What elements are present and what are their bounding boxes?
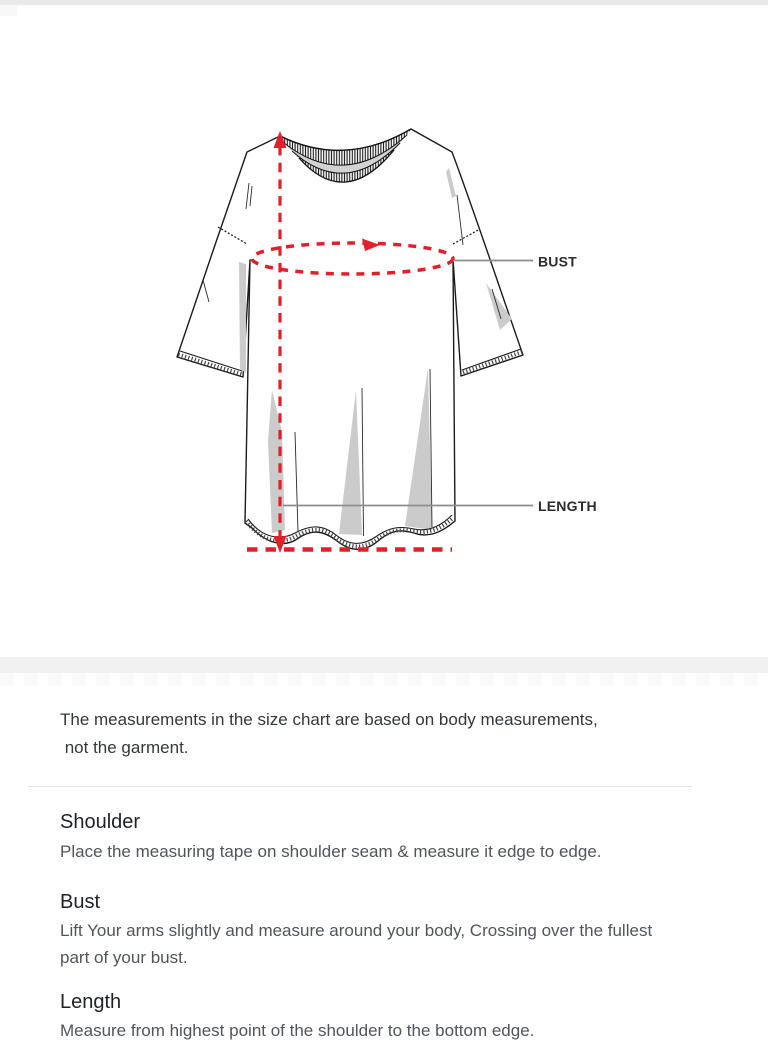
length-heading: Length — [60, 991, 122, 1013]
intro-line-2: not the garment. — [60, 738, 189, 757]
intro-line-1: The measurements in the size chart are based on body measurements, — [60, 710, 598, 729]
bust-description-line-1: Lift Your arms slightly and measure around your body, Crossing over the fullest — [60, 921, 653, 940]
divider-line — [28, 786, 692, 787]
shoulder-description — [60, 838, 710, 865]
shoulder-description-line: Place the measuring tape on shoulder seam & measure it edge to edge. — [60, 842, 602, 861]
section-divider-band — [0, 657, 768, 673]
bust-heading: Bust — [60, 891, 101, 913]
bust-description-line-2: part of your bust. — [60, 948, 188, 967]
shoulder-heading: Shoulder — [60, 811, 141, 833]
bust-description — [60, 917, 710, 971]
length-label: LENGTH — [538, 498, 597, 514]
bust-label: BUST — [538, 253, 577, 270]
length-description-line: Measure from highest point of the shoulder to the bottom edge. — [60, 1021, 535, 1040]
length-description — [60, 1017, 710, 1044]
section-divider-band-shadow — [0, 673, 768, 686]
intro-note — [60, 706, 700, 762]
